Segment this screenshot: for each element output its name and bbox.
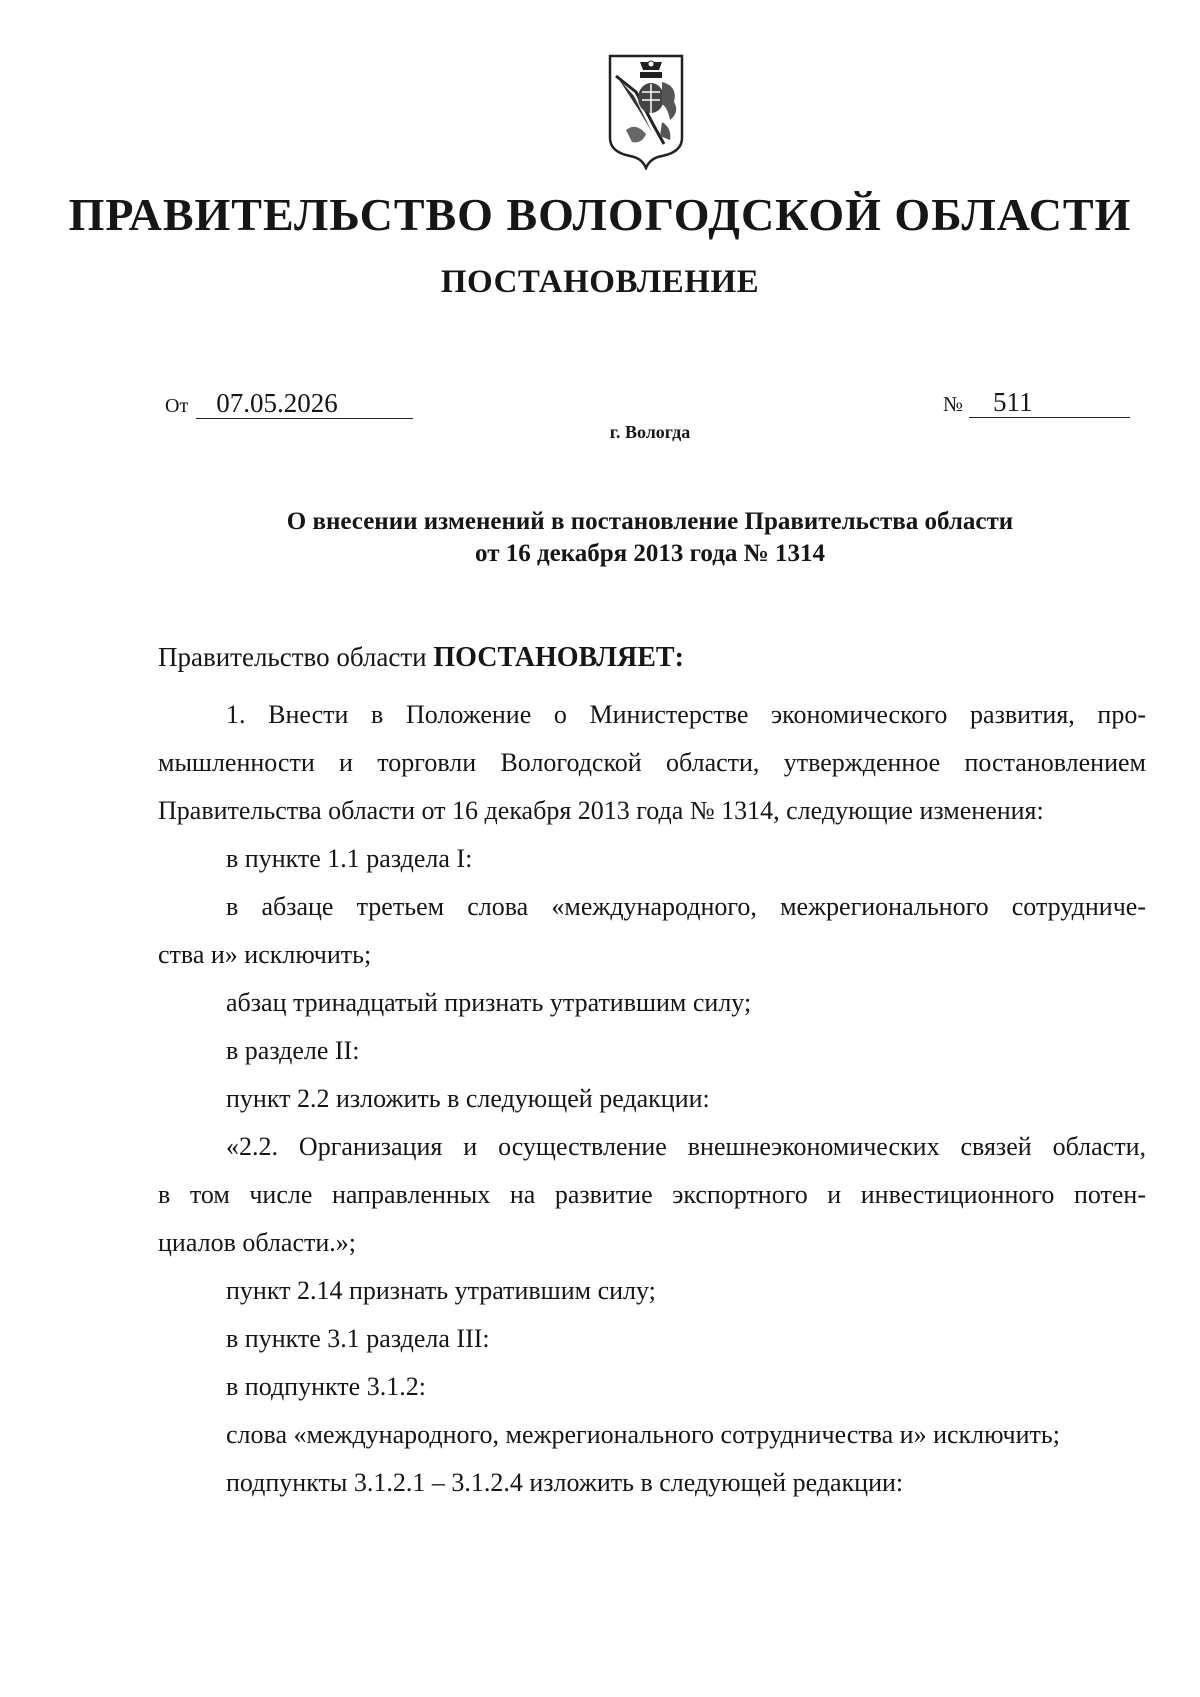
date-field bbox=[165, 388, 413, 419]
body-line: в том числе направленных на развитие экспортного и инвестиционного потен- bbox=[158, 1180, 1146, 1209]
body-line: Правительства области от 16 декабря 2013 года № 1314, следующие изменения: bbox=[158, 796, 1044, 825]
body-line: в абзаце третьем слова «международного, межрегионального сотрудниче- bbox=[226, 892, 1146, 921]
document-date: 07.05.2026 bbox=[196, 388, 413, 419]
number-prefix: № bbox=[943, 392, 964, 416]
body-line: пункт 2.2 изложить в следующей редакции: bbox=[226, 1084, 710, 1113]
body-line: подпункты 3.1.2.1 – 3.1.2.4 изложить в следующей редакции: bbox=[226, 1468, 904, 1497]
body-line: в подпункте 3.1.2: bbox=[226, 1372, 426, 1401]
date-prefix: От bbox=[165, 395, 189, 417]
number-field bbox=[943, 387, 1130, 418]
body-line: в пункте 1.1 раздела I: bbox=[226, 844, 473, 873]
body-line: «2.2. Организация и осуществление внешнеэкономических связей области, bbox=[226, 1132, 1146, 1161]
organization-title: ПРАВИТЕЛЬСТВО ВОЛОГОДСКОЙ ОБЛАСТИ bbox=[68, 189, 1132, 240]
document-subject bbox=[200, 506, 1100, 570]
body-line: абзац тринадцатый признать утратившим силу; bbox=[226, 988, 752, 1017]
body-line: пункт 2.14 признать утратившим силу; bbox=[226, 1276, 656, 1305]
body-line: слова «международного, межрегионального сотрудничества и» исключить; bbox=[226, 1420, 1060, 1449]
body-line: 1. Внести в Положение о Министерстве экономического развития, про- bbox=[226, 700, 1146, 729]
subject-line-2: от 16 декабря 2013 года № 1314 bbox=[475, 540, 825, 567]
document-number: 511 bbox=[969, 387, 1130, 418]
subject-line-1: О внесении изменений в постановление Правительства области bbox=[286, 508, 1014, 535]
body-line: в разделе II: bbox=[226, 1036, 360, 1065]
body-line: в пункте 3.1 раздела III: bbox=[226, 1324, 490, 1353]
intro-paragraph bbox=[158, 633, 1146, 691]
coat-of-arms-emblem bbox=[606, 52, 686, 170]
document-type-title: ПОСТАНОВЛЕНИЕ bbox=[440, 264, 760, 300]
city-label: г. Вологда bbox=[609, 422, 691, 442]
document-body bbox=[158, 633, 1146, 1507]
intro-text: Правительство области bbox=[158, 642, 434, 672]
intro-bold-text: ПОСТАНОВЛЯЕТ: bbox=[433, 642, 684, 673]
body-line: ства и» исключить; bbox=[158, 940, 372, 969]
body-line: циалов области.»; bbox=[158, 1228, 356, 1257]
body-line: мышленности и торговли Вологодской области, утвержденное постановлением bbox=[158, 748, 1146, 777]
